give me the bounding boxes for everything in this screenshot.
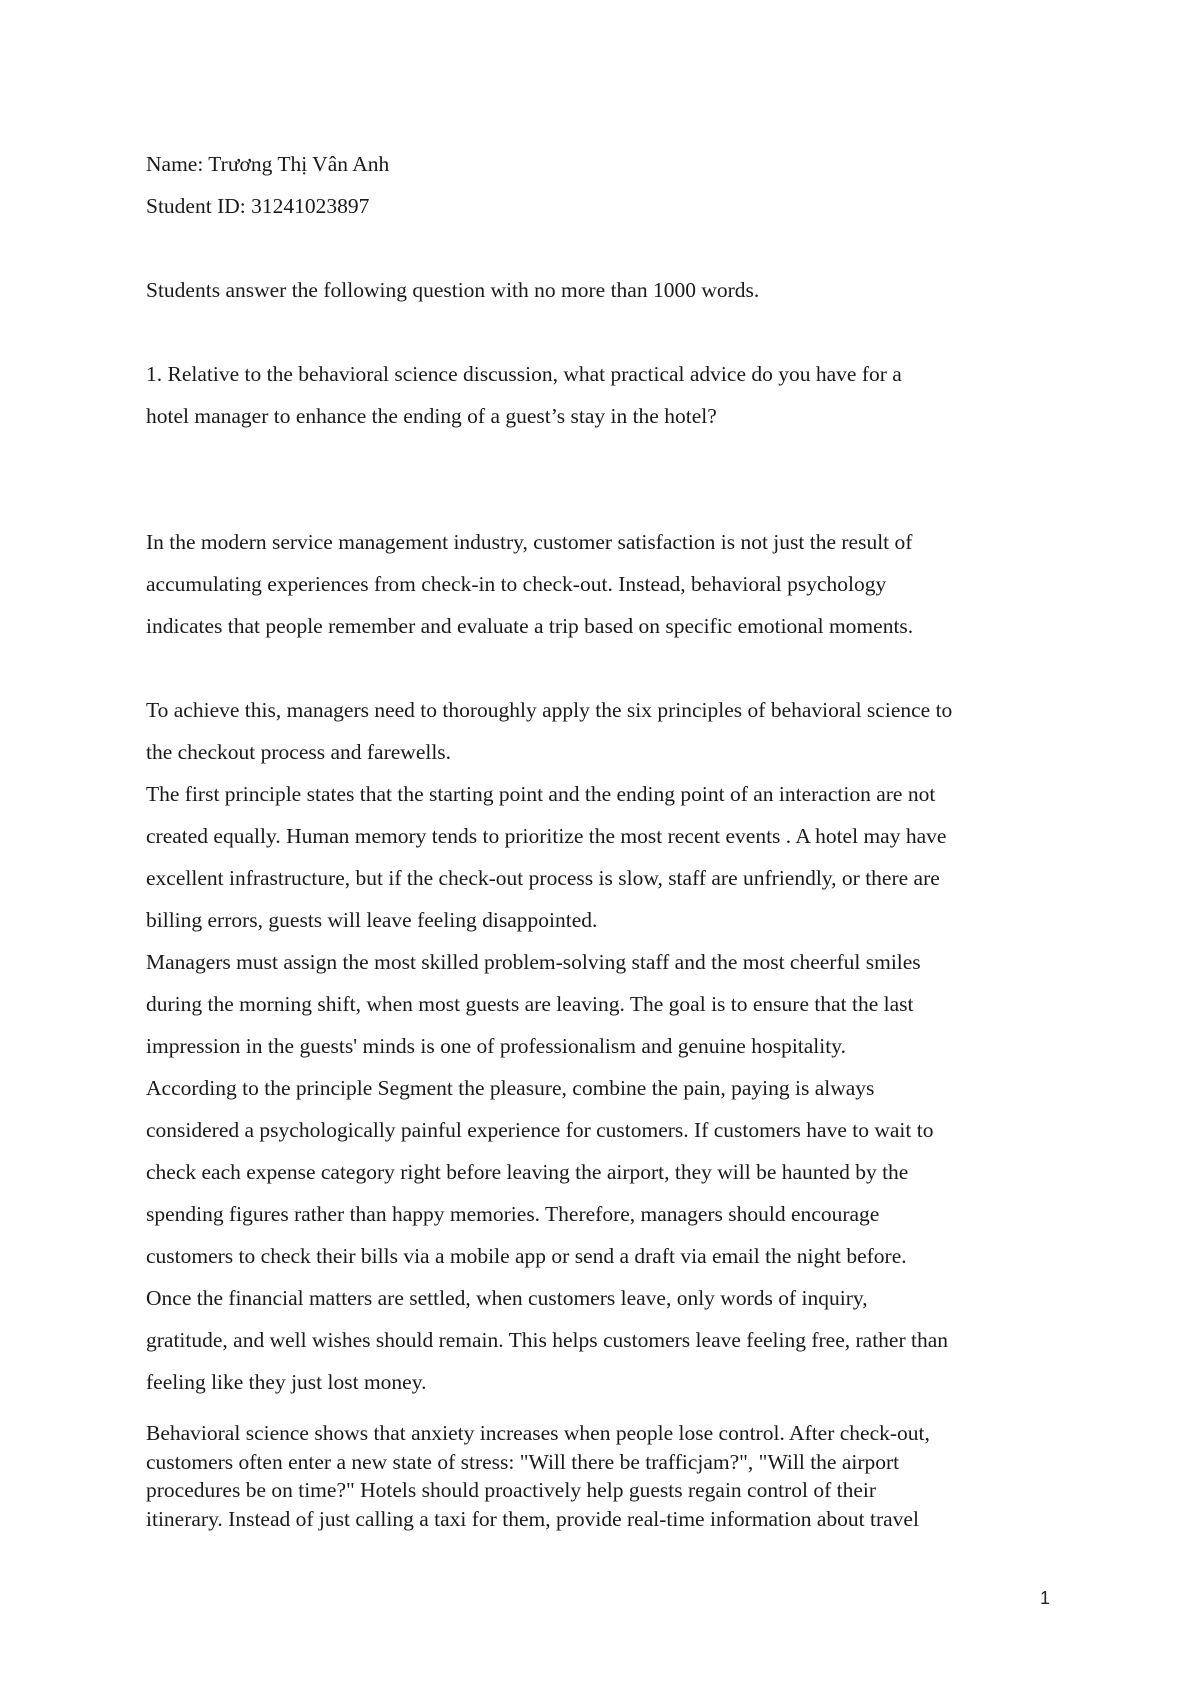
final-line: Behavioral science shows that anxiety increases when people lose control. After check-out, (146, 1421, 930, 1445)
spacer (146, 647, 1066, 689)
body-line: Managers must assign the most skilled problem-solving staff and the most cheerful smiles (146, 950, 921, 974)
body-line: during the morning shift, when most guests are leaving. The goal is to ensure that the last (146, 992, 914, 1016)
intro-line: In the modern service management industry, customer satisfaction is not just the result of (146, 530, 913, 554)
body-line: impression in the guests' minds is one of professionalism and genuine hospitality. (146, 1034, 846, 1058)
body-line: spending figures rather than happy memories. Therefore, managers should encourage (146, 1202, 880, 1226)
intro-line: accumulating experiences from check-in to check-out. Instead, behavioral psychology (146, 572, 887, 596)
body-line: the checkout process and farewells. (146, 740, 452, 764)
spacer (146, 227, 1066, 269)
body-line: considered a psychologically painful experience for customers. If customers have to wait to (146, 1118, 934, 1142)
final-paragraph (146, 1419, 1066, 1533)
question-line: hotel manager to enhance the ending of a guest’s stay in the hotel? (146, 404, 717, 428)
body-line: Once the financial matters are settled, when customers leave, only words of inquiry, (146, 1286, 868, 1310)
instruction-text: Students answer the following question with no more than 1000 words. (146, 278, 760, 302)
body-line: The first principle states that the starting point and the ending point of an interaction are not (146, 782, 936, 806)
body-line: customers to check their bills via a mobile app or send a draft via email the night before. (146, 1244, 907, 1268)
body-line: billing errors, guests will leave feeling disappointed. (146, 908, 598, 932)
body-line: excellent infrastructure, but if the check-out process is slow, staff are unfriendly, or there are (146, 866, 940, 890)
student-id: Student ID: 31241023897 (146, 194, 370, 218)
final-line: procedures be on time?" Hotels should proactively help guests regain control of their (146, 1478, 877, 1502)
student-name: Name: Trương Thị Vân Anh (146, 152, 390, 176)
body-line: According to the principle Segment the pleasure, combine the pain, paying is always (146, 1076, 875, 1100)
final-line: customers often enter a new state of stress: "Will there be trafficjam?", "Will the airport (146, 1449, 900, 1474)
document-body (146, 143, 1066, 1533)
question-line: 1. Relative to the behavioral science discussion, what practical advice do you have for a (146, 362, 902, 386)
intro-line: indicates that people remember and evaluate a trip based on specific emotional moments. (146, 614, 914, 638)
body-line: gratitude, and well wishes should remain. This helps customers leave feeling free, rather than (146, 1328, 949, 1352)
body-line: feeling like they just lost money. (146, 1370, 427, 1394)
body-line: To achieve this, managers need to thoroughly apply the six principles of behavioral science to (146, 698, 953, 722)
spacer (146, 311, 1066, 353)
page-number: 1 (1040, 1588, 1051, 1608)
final-line: itinerary. Instead of just calling a taxi for them, provide real-time information about travel (146, 1506, 919, 1531)
spacer (146, 437, 1066, 521)
body-line: check each expense category right before leaving the airport, they will be haunted by the (146, 1160, 909, 1184)
body-line: created equally. Human memory tends to prioritize the most recent events . A hotel may have (146, 824, 947, 848)
